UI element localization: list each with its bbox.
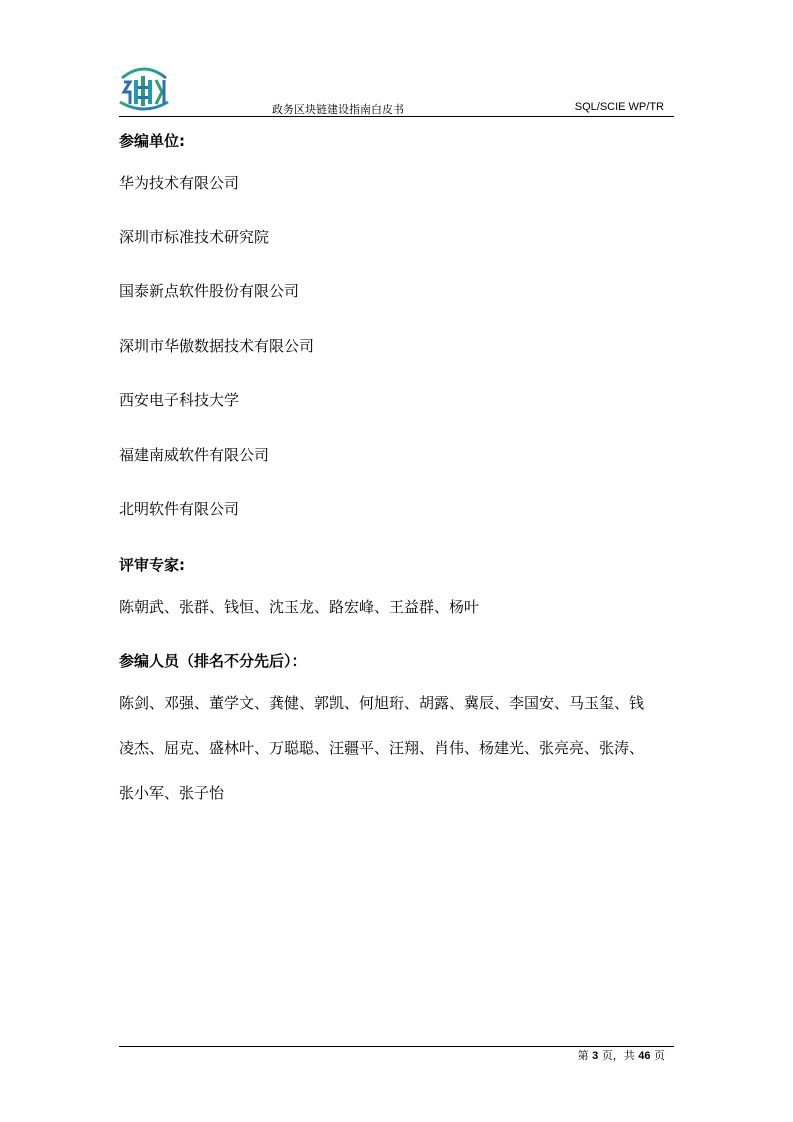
org-item: 深圳市华傲数据技术有限公司 [119, 337, 315, 355]
org-item: 国泰新点软件股份有限公司 [119, 282, 300, 300]
reviewers-section-title: 评审专家: [119, 556, 185, 574]
org-item: 北明软件有限公司 [119, 500, 240, 518]
org-item: 西安电子科技大学 [119, 391, 240, 409]
orgs-list [119, 172, 679, 520]
page-suffix: 页 [654, 1049, 665, 1062]
total-pages: 46 [638, 1050, 651, 1062]
page-middle: 页，共 [601, 1049, 635, 1062]
header-title: 政务区块链建设指南白皮书 [272, 103, 404, 116]
chain-logo-icon [116, 60, 172, 112]
org-item: 深圳市标准技术研究院 [119, 228, 270, 246]
participants-line: 陈剑、邓强、董学文、龚健、郭凯、何旭珩、胡露、冀辰、李国安、马玉玺、钱 [119, 694, 645, 712]
participants-line: 张小军、张子怡 [119, 784, 225, 802]
header-doc-code: SQL/SCIE WP/TR [574, 101, 664, 113]
participants-line: 凌杰、屈克、盛林叶、万聪聪、汪疆平、汪翔、肖伟、杨建光、张亮亮、张涛、 [119, 739, 645, 757]
page-number [578, 1047, 665, 1063]
header-divider [119, 116, 674, 117]
page-prefix: 第 [577, 1049, 589, 1062]
current-page: 3 [592, 1050, 599, 1062]
participants-section-title: 参编人员（排名不分先后）： [119, 652, 307, 670]
orgs-section-title: 参编单位: [119, 132, 185, 150]
org-item: 福建南威软件有限公司 [119, 446, 270, 464]
page-content [119, 128, 679, 804]
reviewers-names: 陈朝武、张群、钱恒、沈玉龙、路宏峰、王益群、杨叶 [119, 598, 480, 616]
org-item: 华为技术有限公司 [119, 174, 240, 192]
